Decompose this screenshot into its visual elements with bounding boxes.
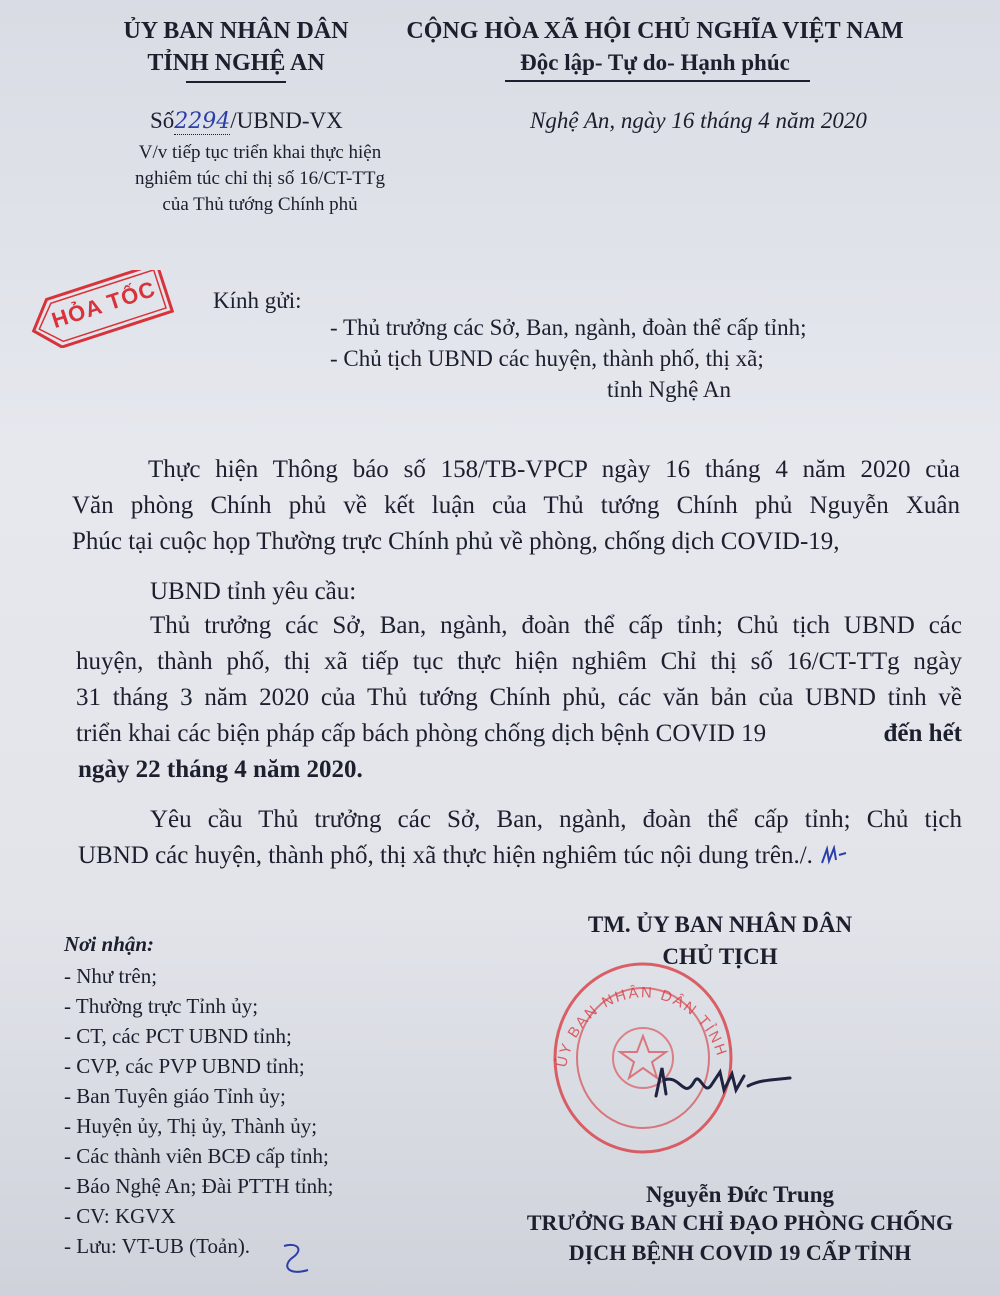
distribution-item: - Như trên; (64, 964, 158, 988)
doc-number (150, 108, 343, 134)
seal-text: ỦY BAN NHÂN DÂN TỈNH (553, 984, 731, 1069)
svg-text:ỦY BAN NHÂN DÂN TỈNH NGHỆ AN (548, 958, 732, 1069)
distribution-item: - CV: KGVX (64, 1204, 176, 1228)
official-seal (548, 958, 738, 1158)
distribution-item: - Các thành viên BCĐ cấp tỉnh; (64, 1144, 329, 1168)
body-p1-line1: Thực hiện Thông báo số 158/TB-VPCP ngày 16 tháng 4 năm 2020 của (148, 456, 960, 483)
body-p1-line2: Văn phòng Chính phủ về kết luận của Thủ tướng Chính phủ Nguyễn Xuân (72, 492, 960, 519)
distribution-item: - Huyện ủy, Thị ủy, Thành ủy; (64, 1114, 318, 1138)
urgent-stamp (18, 270, 178, 348)
distribution-item: - Lưu: VT-UB (Toản). (64, 1234, 251, 1258)
issuer-line2: TỈNH NGHỆ AN (147, 50, 325, 76)
doc-number-suffix: /UBND-VX (230, 108, 343, 133)
handwritten-signature-icon (650, 1060, 800, 1110)
signer-name: Nguyễn Đức Trung (645, 1182, 835, 1207)
initial-mark-icon (819, 845, 849, 869)
urgent-stamp-text: HỎA TỐC (48, 276, 159, 334)
body-p3-line3: 31 tháng 3 năm 2020 của Thủ tướng Chính phủ, các văn bản của UBND tỉnh về (76, 684, 962, 711)
signature-line2: CHỦ TỊCH (662, 944, 778, 969)
distribution-item: - Thường trực Tỉnh ủy; (64, 994, 259, 1018)
distribution-title: Nơi nhận: (64, 932, 155, 956)
body-p4-line2 (78, 838, 849, 874)
national-motto: Độc lập- Tự do- Hạnh phúc (520, 50, 790, 75)
subject-line2: nghiêm túc chỉ thị số 16/CT-TTg (135, 168, 385, 189)
recipient-line1: - Thủ trưởng các Sở, Ban, ngành, đoàn thể cấp tỉnh; (330, 315, 807, 340)
doc-number-prefix: Số (150, 108, 175, 133)
official-seal-graphic (548, 958, 738, 1158)
recipient-line3: tỉnh Nghệ An (607, 377, 731, 402)
doc-number-handwritten: 2294 (174, 109, 231, 134)
recipient-line2: - Chủ tịch UBND các huyện, thành phố, thị xã; (330, 346, 764, 371)
subject-line1: V/v tiếp tục triển khai thực hiện (138, 142, 382, 163)
distribution-item: - Báo Nghệ An; Đài PTTH tỉnh; (64, 1174, 334, 1198)
signature-line1: TM. ỦY BAN NHÂN DÂN (587, 912, 853, 937)
body-p3-line4-text: triển khai các biện pháp cấp bách phòng chống dịch bệnh COVID 19 (76, 720, 767, 747)
body-p1-line3: Phúc tại cuộc họp Thường trực Chính phủ về phòng, chống dịch COVID-19, (72, 528, 840, 555)
distribution-item: - CVP, các PVP UBND tỉnh; (64, 1054, 305, 1078)
body-p3-line1: Thủ trưởng các Sở, Ban, ngành, đoàn thể cấp tỉnh; Chủ tịch UBND các (150, 612, 962, 639)
body-p3-line2: huyện, thành phố, thị xã tiếp tục thực hiện nghiêm Chỉ thị số 16/CT-TTg ngày (76, 648, 962, 675)
signer-title-line2: DỊCH BỆNH COVID 19 CẤP TỈNH (568, 1240, 912, 1265)
subject-line3: của Thủ tướng Chính phủ (162, 194, 358, 215)
issuer-underline (186, 81, 286, 83)
body-p3-line4 (76, 716, 962, 752)
national-title: CỘNG HÒA XÃ HỘI CHỦ NGHĨA VIỆT NAM (406, 18, 904, 44)
body-p3-line5-bold: ngày 22 tháng 4 năm 2020. (78, 756, 363, 783)
archive-initial-icon (278, 1240, 318, 1284)
body-p4-line2-text: UBND các huyện, thành phố, thị xã thực hiện nghiêm túc nội dung trên./. (78, 842, 813, 869)
distribution-item: - CT, các PCT UBND tỉnh; (64, 1024, 292, 1048)
signer-title-line1: TRƯỞNG BAN CHỈ ĐẠO PHÒNG CHỐNG (526, 1210, 954, 1235)
issuer-line1: ỦY BAN NHÂN DÂN (123, 18, 349, 44)
motto-underline (505, 80, 810, 82)
distribution-item: - Ban Tuyên giáo Tỉnh ủy; (64, 1084, 286, 1108)
body-p4-line1: Yêu cầu Thủ trưởng các Sở, Ban, ngành, đoàn thể cấp tỉnh; Chủ tịch (150, 806, 962, 833)
place-date: Nghệ An, ngày 16 tháng 4 năm 2020 (530, 108, 867, 133)
body-p2: UBND tỉnh yêu cầu: (150, 578, 357, 605)
body-p3-line4-bold: đến hết (883, 720, 962, 747)
salutation: Kính gửi: (213, 288, 302, 313)
